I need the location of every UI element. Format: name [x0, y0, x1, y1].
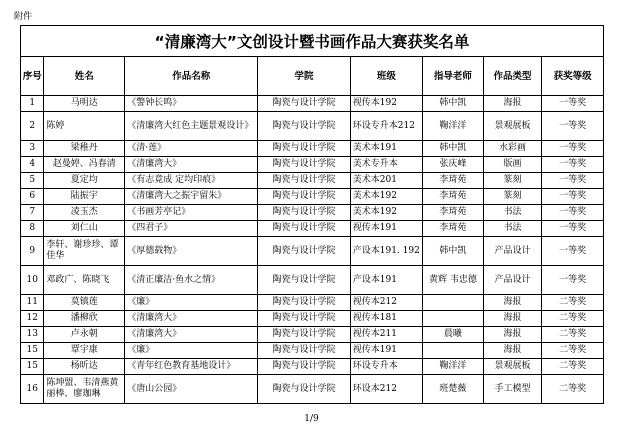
- row-college: 陶瓷与设计学院: [258, 205, 351, 221]
- row-name: 赵曼婷、冯春清: [44, 157, 125, 173]
- row-name: 凌玉杰: [44, 205, 125, 221]
- row-work-title: 《有志竟成 定均印痕》: [125, 173, 258, 189]
- row-award: 一等奖: [542, 237, 604, 266]
- row-work-title: 《唐山公园》: [125, 375, 258, 404]
- row-type: 产品设计: [483, 266, 542, 295]
- row-college: 陶瓷与设计学院: [258, 141, 351, 157]
- row-work-title: 《廉》: [125, 343, 258, 359]
- row-work-title: 《厚德载物》: [125, 237, 258, 266]
- row-work-title: 《警钟长鸣》: [125, 96, 258, 112]
- row-class: 视传本191: [350, 221, 422, 237]
- row-number: 2: [21, 112, 44, 141]
- row-number: 12: [21, 311, 44, 327]
- row-type: 海报: [483, 311, 542, 327]
- row-name: 陆振宇: [44, 189, 125, 205]
- award-sheet: [20, 25, 604, 404]
- header-type: 作品类型: [483, 57, 542, 96]
- row-teacher: [423, 311, 484, 327]
- row-type: 书法: [483, 205, 542, 221]
- row-award: 二等奖: [542, 343, 604, 359]
- page-number: 1/9: [304, 414, 319, 424]
- table-row: [21, 141, 604, 157]
- row-work-title: 《清·莲》: [125, 141, 258, 157]
- row-number: 1: [21, 96, 44, 112]
- row-teacher: 鞠洋洋: [423, 112, 484, 141]
- row-number: 9: [21, 237, 44, 266]
- row-type: 篆刻: [483, 189, 542, 205]
- row-college: 陶瓷与设计学院: [258, 311, 351, 327]
- row-teacher: [423, 343, 484, 359]
- row-name: 夏定均: [44, 173, 125, 189]
- row-work-title: 《四君子》: [125, 221, 258, 237]
- row-type: 海报: [483, 295, 542, 311]
- row-college: 陶瓷与设计学院: [258, 375, 351, 404]
- row-teacher: [423, 295, 484, 311]
- row-class: 环设专升本212: [350, 112, 422, 141]
- table-row: [21, 173, 604, 189]
- table-row: [21, 112, 604, 141]
- row-class: 美术本192: [350, 205, 422, 221]
- row-class: 视传本192: [350, 96, 422, 112]
- row-number: 16: [21, 375, 44, 404]
- row-name: 梁稚丹: [44, 141, 125, 157]
- row-college: 陶瓷与设计学院: [258, 173, 351, 189]
- row-college: 陶瓷与设计学院: [258, 112, 351, 141]
- row-award: 二等奖: [542, 375, 604, 404]
- header-row: [21, 57, 604, 96]
- row-teacher: 晨曦: [423, 327, 484, 343]
- row-type: 景观展板: [483, 112, 542, 141]
- row-award: 一等奖: [542, 221, 604, 237]
- row-number: 6: [21, 189, 44, 205]
- row-name: 杨昕达: [44, 359, 125, 375]
- row-name: 刘仁山: [44, 221, 125, 237]
- row-class: 美术本192: [350, 189, 422, 205]
- row-name: 潘柳欣: [44, 311, 125, 327]
- table-row: [21, 189, 604, 205]
- header-award: 获奖等级: [542, 57, 604, 96]
- row-work-title: 《清廉湾大》: [125, 311, 258, 327]
- row-class: 产设本191. 192: [350, 237, 422, 266]
- row-type: 书法: [483, 221, 542, 237]
- row-type: 手工模型: [483, 375, 542, 404]
- row-college: 陶瓷与设计学院: [258, 343, 351, 359]
- row-number: 8: [21, 221, 44, 237]
- row-class: 美术本201: [350, 173, 422, 189]
- row-type: 景观展板: [483, 359, 542, 375]
- row-college: 陶瓷与设计学院: [258, 157, 351, 173]
- header-no: 序号: [21, 57, 44, 96]
- row-number: 11: [21, 295, 44, 311]
- header-class: 班级: [350, 57, 422, 96]
- row-teacher: 韩中凯: [423, 237, 484, 266]
- row-award: 一等奖: [542, 141, 604, 157]
- table-row: [21, 311, 604, 327]
- row-class: 美术专升本: [350, 157, 422, 173]
- row-award: 二等奖: [542, 311, 604, 327]
- row-type: 篆刻: [483, 173, 542, 189]
- row-number: 15: [21, 343, 44, 359]
- row-work-title: 《廉》: [125, 295, 258, 311]
- row-teacher: 李琦苑: [423, 189, 484, 205]
- row-award: 二等奖: [542, 327, 604, 343]
- row-award: 一等奖: [542, 173, 604, 189]
- row-number: 7: [21, 205, 44, 221]
- row-name: 邓政广、陈晓飞: [44, 266, 125, 295]
- row-college: 陶瓷与设计学院: [258, 189, 351, 205]
- header-college: 学院: [258, 57, 351, 96]
- row-name: 覃宇康: [44, 343, 125, 359]
- table-row: [21, 327, 604, 343]
- table-row: [21, 375, 604, 404]
- row-number: 4: [21, 157, 44, 173]
- table-row: [21, 359, 604, 375]
- row-name: 陈婷: [44, 112, 125, 141]
- row-class: 环设专升本: [350, 359, 422, 375]
- row-award: 一等奖: [542, 205, 604, 221]
- row-work-title: 《清廉湾大之振宇留朱》: [125, 189, 258, 205]
- row-teacher: 张庆峰: [423, 157, 484, 173]
- header-work: 作品名称: [125, 57, 258, 96]
- header-teacher: 指导老师: [423, 57, 484, 96]
- row-teacher: 李琦苑: [423, 205, 484, 221]
- row-award: 一等奖: [542, 157, 604, 173]
- row-work-title: 《书画芳亭记》: [125, 205, 258, 221]
- row-award: 一等奖: [542, 112, 604, 141]
- row-college: 陶瓷与设计学院: [258, 96, 351, 112]
- document-title: “清廉湾大”文创设计暨书画作品大赛获奖名单: [20, 25, 604, 56]
- row-college: 陶瓷与设计学院: [258, 266, 351, 295]
- row-award: 一等奖: [542, 189, 604, 205]
- row-work-title: 《清廉湾大》: [125, 157, 258, 173]
- row-teacher: 韩中凯: [423, 96, 484, 112]
- row-class: 视传本212: [350, 295, 422, 311]
- row-work-title: 《清正廉洁·鱼水之情》: [125, 266, 258, 295]
- row-teacher: 韩中凯: [423, 141, 484, 157]
- row-name: 马明达: [44, 96, 125, 112]
- table-row: [21, 266, 604, 295]
- row-college: 陶瓷与设计学院: [258, 327, 351, 343]
- table-row: [21, 295, 604, 311]
- table-row: [21, 237, 604, 266]
- row-class: 视传本191: [350, 343, 422, 359]
- row-class: 产设本191: [350, 266, 422, 295]
- row-type: 海报: [483, 327, 542, 343]
- row-type: 海报: [483, 96, 542, 112]
- row-teacher: 黄辉 韦忠德: [423, 266, 484, 295]
- row-college: 陶瓷与设计学院: [258, 359, 351, 375]
- row-name: 李轩、谢珍珍、谭佳华: [44, 237, 125, 266]
- row-name: 卢永朝: [44, 327, 125, 343]
- row-award: 二等奖: [542, 359, 604, 375]
- row-number: 5: [21, 173, 44, 189]
- row-teacher: 班楚薇: [423, 375, 484, 404]
- row-award: 一等奖: [542, 96, 604, 112]
- award-table: [20, 56, 604, 404]
- row-work-title: 《清廉湾大》: [125, 327, 258, 343]
- header-name: 姓名: [44, 57, 125, 96]
- table-row: [21, 343, 604, 359]
- row-college: 陶瓷与设计学院: [258, 295, 351, 311]
- row-college: 陶瓷与设计学院: [258, 221, 351, 237]
- row-type: 海报: [483, 343, 542, 359]
- table-row: [21, 157, 604, 173]
- table-body: [21, 96, 604, 404]
- row-number: 15: [21, 359, 44, 375]
- row-class: 美术本191: [350, 141, 422, 157]
- row-class: 环设本212: [350, 375, 422, 404]
- row-teacher: 鞠洋洋: [423, 359, 484, 375]
- row-type: 版画: [483, 157, 542, 173]
- row-name: 陈坤盟、韦清燕黄丽棒、廖珈琳: [44, 375, 125, 404]
- row-number: 3: [21, 141, 44, 157]
- row-type: 产品设计: [483, 237, 542, 266]
- row-type: 水彩画: [483, 141, 542, 157]
- row-teacher: 李琦苑: [423, 221, 484, 237]
- table-row: [21, 205, 604, 221]
- row-award: 二等奖: [542, 295, 604, 311]
- row-work-title: 《青年红色教育基地设计》: [125, 359, 258, 375]
- row-award: 一等奖: [542, 266, 604, 295]
- row-name: 莫镇莲: [44, 295, 125, 311]
- attachment-label: 附件: [14, 12, 33, 22]
- row-work-title: 《清廉湾大红色主题景观设计》: [125, 112, 258, 141]
- row-teacher: 李琦苑: [423, 173, 484, 189]
- row-class: 视传本181: [350, 311, 422, 327]
- table-row: [21, 221, 604, 237]
- row-number: 13: [21, 327, 44, 343]
- row-number: 10: [21, 266, 44, 295]
- row-college: 陶瓷与设计学院: [258, 237, 351, 266]
- table-row: [21, 96, 604, 112]
- row-class: 视传本211: [350, 327, 422, 343]
